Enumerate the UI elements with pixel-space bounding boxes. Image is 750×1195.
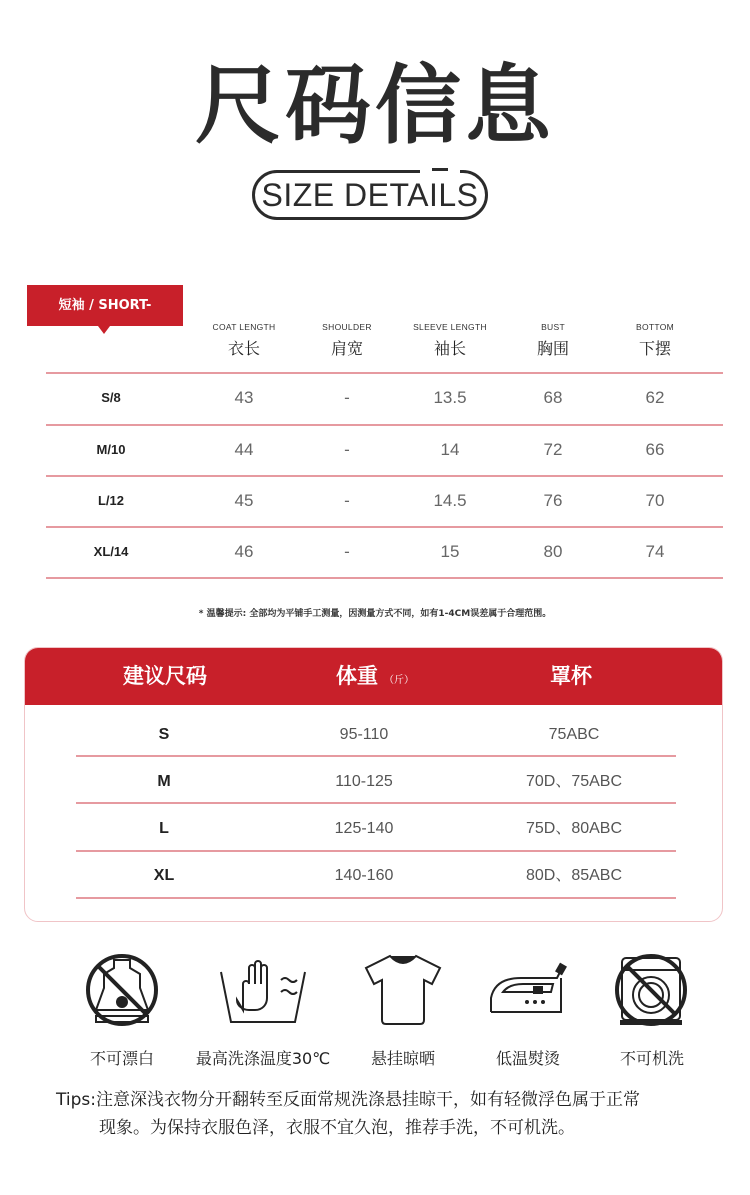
care-item-low-iron [468,950,588,1069]
table-row [76,712,676,758]
measurement-note: * 温馨提示: 全部均为平铺手工测量，因测量方式不同，如有1-4CM误差属于合理范围。 [198,609,552,619]
value-cell: - [344,542,350,561]
value-cell: 15 [440,542,460,561]
hand-wash-30-icon [213,950,313,1030]
column-header-bust [498,322,608,359]
table-row [46,373,723,423]
size-cell: S/8 [101,390,121,405]
hang-dry-icon [358,950,448,1030]
care-item-no-machine-wash [592,950,712,1069]
value-cell: 13.5 [433,388,467,407]
value-cell: 45 [234,491,254,510]
table-divider [76,897,676,899]
pill-gap-mark [432,168,448,171]
care-tips [56,1086,716,1142]
table-row [76,759,676,805]
column-header-cn: 肩宽 [330,339,363,358]
table-row [76,853,676,899]
column-header-shoulder [292,322,402,359]
value-cell: 14.5 [433,491,467,510]
weight-cell: 95-110 [339,726,389,743]
column-header-bottom [600,322,710,359]
column-header-cn: 下摆 [638,339,671,358]
header-weight-unit: （斤） [384,675,414,686]
value-cell: 46 [234,542,254,561]
column-header-en: BOTTOM [635,322,674,332]
tips-line-1: Tips:注意深浅衣物分开翻转至反面常规洗涤悬挂晾干，如有轻微浮色属于正常 [56,1090,640,1110]
care-label: 不可机洗 [619,1049,684,1068]
header-recommended-size: 建议尺码 [123,664,207,688]
table-row [46,527,723,577]
short-sleeved-tag: 短袖 / SHORT-SLEEVED [27,285,183,326]
weight-cell: 140-160 [334,867,394,884]
table-divider [76,850,676,852]
column-header-cn: 袖长 [433,339,466,358]
size-cell: L/12 [97,493,124,508]
value-cell: 68 [543,388,563,407]
value-cell: - [344,388,350,407]
care-item-hand-wash [188,950,338,1069]
size-cell: M/10 [96,442,126,457]
value-cell: 14 [440,440,460,459]
column-header-en: BUST [541,322,565,332]
care-item-hang-dry [343,950,463,1069]
page-title-en-pill: SIZE DETAILS [252,170,488,220]
value-cell: - [344,440,350,459]
value-cell: - [344,491,350,510]
header-weight [295,648,455,709]
care-label: 低温熨烫 [495,1049,560,1068]
column-header-en: SLEEVE LENGTH [413,322,487,332]
column-header-en: COAT LENGTH [212,322,276,332]
recommend-size-card [24,647,723,922]
value-cell: 80 [543,542,563,561]
cup-cell: 70D、75ABC [525,773,623,790]
no-machine-wash-icon [612,950,692,1030]
column-header-coat-length [189,322,299,359]
care-label: 不可漂白 [89,1049,154,1068]
header-weight-label: 体重 [336,664,378,688]
value-cell: 43 [234,388,254,407]
cup-cell: 75D、80ABC [525,820,623,837]
care-label: 悬挂晾晒 [370,1049,435,1068]
size-cell: XL [153,867,175,884]
size-cell: L [159,820,169,837]
table-divider [76,755,676,757]
header-cup: 罩杯 [550,664,592,688]
no-bleach-icon [82,950,162,1030]
weight-cell: 125-140 [334,820,394,837]
weight-cell: 110-125 [335,773,393,790]
size-cell: S [158,726,170,743]
value-cell: 66 [645,440,665,459]
table-row [46,425,723,475]
recommend-table-header [25,648,723,705]
care-label: 最高洗涤温度30℃ [195,1049,331,1068]
value-cell: 72 [543,440,563,459]
column-header-en: SHOULDER [322,322,372,332]
value-cell: 76 [543,491,563,510]
value-cell: 74 [645,542,665,561]
cup-cell: 80D、85ABC [525,867,623,884]
tips-line-2: 现象。为保持衣服色泽，衣服不宜久泡，推荐手洗，不可机洗。 [99,1118,575,1138]
table-divider [76,802,676,804]
size-cell: XL/14 [93,544,129,559]
tag-pointer [98,326,110,334]
table-divider [46,577,723,579]
column-header-sleeve-length [395,322,505,359]
column-header-cn: 胸围 [536,339,569,358]
low-iron-icon [483,950,573,1030]
column-header-cn: 衣长 [227,339,260,358]
page-title-cn: 尺码信息 [195,56,555,156]
table-row [76,806,676,852]
size-cell: M [157,773,171,790]
table-row [46,476,723,526]
value-cell: 70 [645,491,665,510]
value-cell: 44 [234,440,254,459]
care-item-no-bleach [62,950,182,1069]
value-cell: 62 [645,388,665,407]
cup-cell: 75ABC [548,726,600,743]
